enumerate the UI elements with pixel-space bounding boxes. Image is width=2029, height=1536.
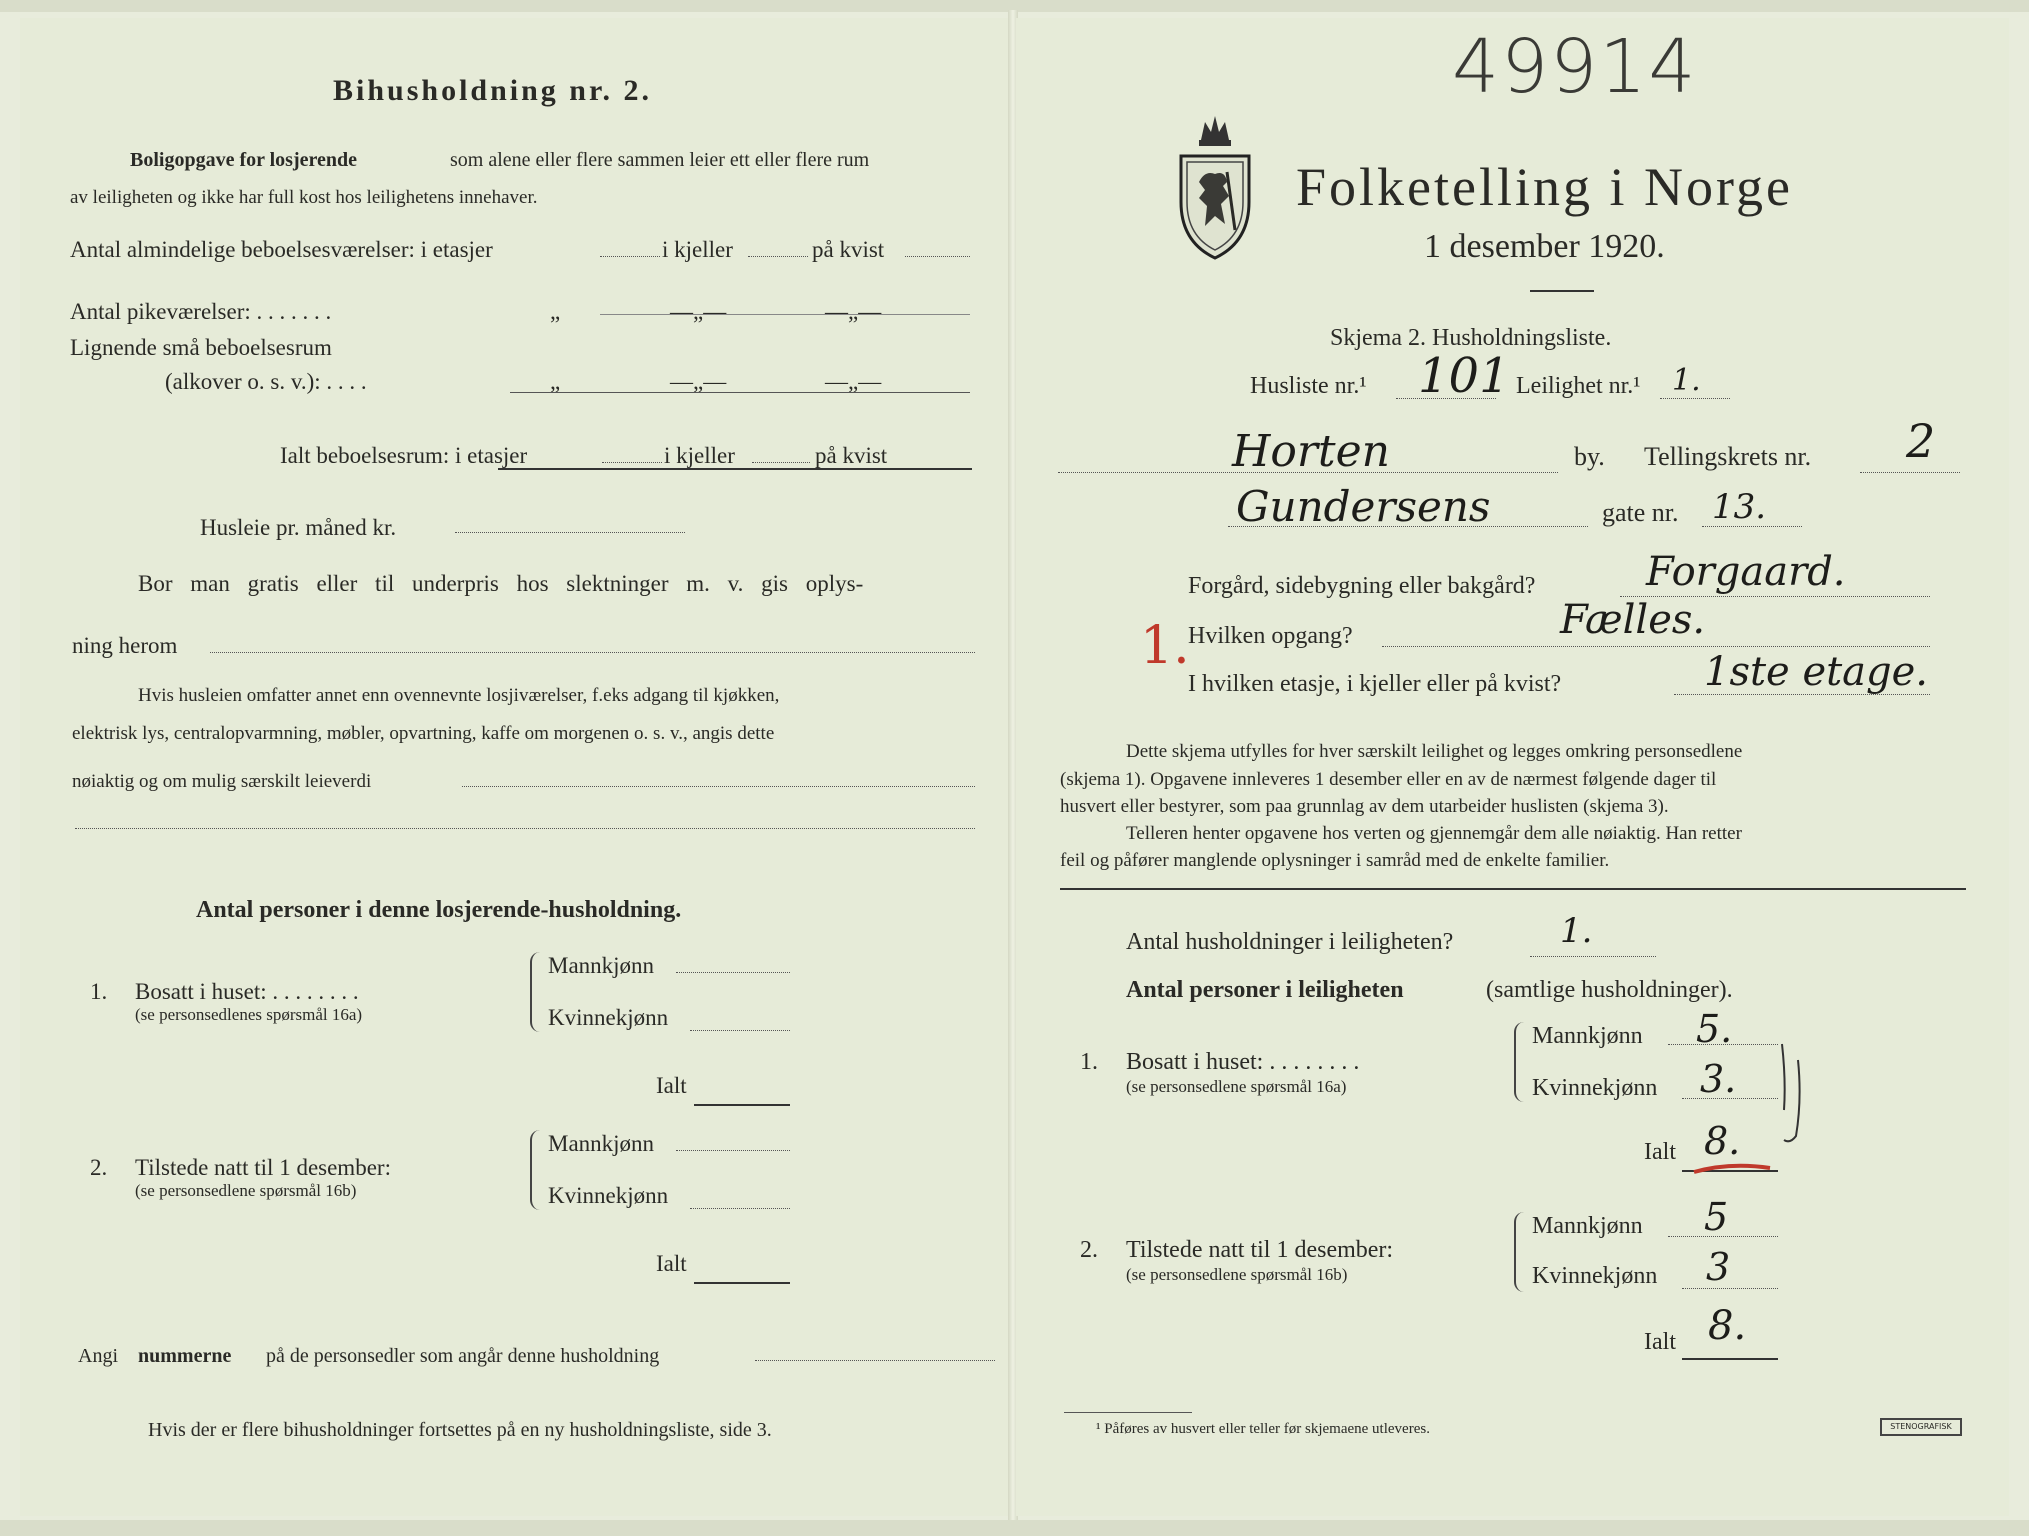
info-line-2: (skjema 1). Opgavene innleveres 1 desember eller en av de nærmest følgende dager til bbox=[1060, 769, 1717, 790]
forgard-label: Forgård, sidebygning eller bakgård? bbox=[1188, 573, 1536, 599]
leieverdi-field bbox=[462, 786, 975, 787]
hush-value: 1. bbox=[1560, 911, 1593, 951]
right-q1-kvinne-field bbox=[1682, 1098, 1778, 1099]
left-q1-num: 1. bbox=[90, 979, 108, 1004]
krets-value: 2 bbox=[1906, 414, 1936, 468]
margin-red-mark: 1. bbox=[1140, 616, 1190, 676]
hush-label: Antal husholdninger i leiligheten? bbox=[1126, 929, 1454, 955]
left-q1-sub: (se personsedlenes spørsmål 16a) bbox=[135, 1005, 363, 1024]
by-field bbox=[1058, 472, 1558, 473]
footnote-rule bbox=[1064, 1412, 1192, 1413]
left-q2-label: Tilstede natt til 1 desember: bbox=[135, 1155, 391, 1180]
intro-text-1: som alene eller flere sammen leier ett eller flere rum bbox=[450, 149, 870, 171]
left-q1-mann: Mannkjønn bbox=[548, 953, 655, 978]
ialt-kjeller-label: i kjeller bbox=[664, 443, 735, 468]
scan-border-bottom bbox=[0, 1520, 2029, 1536]
right-q2-mann-label: Mannkjønn bbox=[1532, 1213, 1643, 1239]
right-q2-ialt-value: 8. bbox=[1708, 1303, 1747, 1349]
right-q2-ialt-label: Ialt bbox=[1644, 1329, 1676, 1355]
left-q2-num: 2. bbox=[90, 1155, 108, 1180]
right-q2-mann-value: 5 bbox=[1704, 1195, 1729, 1239]
left-q1-kvinne: Kvinnekjønn bbox=[548, 1005, 669, 1030]
left-q1-ialt: Ialt bbox=[656, 1073, 687, 1098]
hvis-text-1: Hvis husleien omfatter annet enn ovennevnte losjiværelser, f.eks adgang til kjøkken, bbox=[138, 685, 780, 706]
opgang-field bbox=[1382, 646, 1930, 647]
left-q2-kvinne: Kvinnekjønn bbox=[548, 1183, 669, 1208]
angi-b: nummerne bbox=[138, 1345, 232, 1367]
left-footer: Hvis der er flere bihusholdninger fortsettes på en ny husholdningsliste, side 3. bbox=[148, 1419, 772, 1441]
right-q2-mann-field bbox=[1668, 1236, 1778, 1237]
info-line-3: husvert eller bestyrer, som paa grunnlag av dem utarbeider huslisten (skjema 3). bbox=[1060, 796, 1669, 817]
right-q2-num: 2. bbox=[1080, 1237, 1098, 1263]
title-divider bbox=[1530, 290, 1594, 292]
leilighet-label: Leilighet nr.¹ bbox=[1516, 373, 1641, 399]
right-q1-ialt-label: Ialt bbox=[1644, 1139, 1676, 1165]
right-q2-label: Tilstede natt til 1 desember: bbox=[1126, 1237, 1394, 1263]
left-q2-ialt-rule bbox=[694, 1282, 790, 1284]
right-q2-kvinne-label: Kvinnekjønn bbox=[1532, 1263, 1658, 1289]
left-q2-sub: (se personsedlene spørsmål 16b) bbox=[135, 1181, 357, 1200]
norway-coat-of-arms-icon bbox=[1175, 112, 1255, 262]
right-q1-label: Bosatt i huset: . . . . . . . . bbox=[1126, 1049, 1360, 1075]
rooms-kvist-field bbox=[905, 256, 970, 257]
left-q2-kvinne-field bbox=[690, 1208, 790, 1209]
by-value: Horten bbox=[1232, 426, 1390, 477]
opgang-label: Hvilken opgang? bbox=[1188, 623, 1353, 649]
gate-value: Gundersens bbox=[1236, 482, 1491, 531]
angi-c: på de personsedler som angår denne husholdning bbox=[266, 1345, 660, 1367]
husleie-field bbox=[455, 532, 685, 533]
alkover-label: (alkover o. s. v.): . . . . bbox=[165, 369, 367, 394]
ialt-kjeller-field bbox=[752, 462, 810, 463]
right-q1-sub: (se personsedlene spørsmål 16a) bbox=[1126, 1077, 1347, 1096]
husliste-value: 101 bbox=[1418, 348, 1510, 404]
alkover-line bbox=[510, 392, 970, 393]
hvis-text-2: elektrisk lys, centralopvarmning, møbler, opvartning, kaffe om morgenen o. s. v., angis dette bbox=[72, 723, 775, 744]
right-q1-brace bbox=[1514, 1022, 1526, 1102]
right-q2-ialt-rule bbox=[1682, 1358, 1778, 1360]
left-q2-ialt: Ialt bbox=[656, 1251, 687, 1276]
info-line-1: Dette skjema utfylles for hver særskilt leilighet og legges omkring personsedlene bbox=[1126, 741, 1743, 762]
pikevaerelser-label: Antal pikeværelser: . . . . . . . bbox=[70, 299, 332, 324]
right-q1-kvinne-value: 3. bbox=[1700, 1057, 1737, 1101]
left-heading: Bihusholdning nr. 2. bbox=[333, 74, 653, 107]
angi-field bbox=[755, 1360, 995, 1361]
right-q2-kvinne-field bbox=[1682, 1288, 1778, 1289]
hush-field bbox=[1530, 956, 1656, 957]
ditto-5: —„— bbox=[670, 369, 727, 394]
main-title: Folketelling i Norge bbox=[1296, 157, 1793, 217]
gratis-field bbox=[210, 652, 975, 653]
right-q1-mann-value: 5. bbox=[1696, 1007, 1733, 1051]
gate-label: gate nr. bbox=[1602, 498, 1679, 527]
info-line-5: feil og påfører manglende oplysninger i samråd med de enkelte familier. bbox=[1060, 850, 1610, 871]
by-label: by. bbox=[1574, 442, 1605, 471]
intro-text-2: av leiligheten og ikke har full kost hos leilighetens innehaver. bbox=[70, 187, 538, 208]
ialt-rum-rule bbox=[498, 468, 972, 470]
etasje-field bbox=[1674, 694, 1930, 695]
ialt-etasjer-field bbox=[602, 462, 662, 463]
leilighet-value: 1. bbox=[1672, 363, 1701, 398]
info-line-4: Telleren henter opgavene hos verten og gjennemgår dem alle nøiaktig. Han retter bbox=[1126, 823, 1742, 844]
archive-number: 49914 bbox=[1452, 24, 1698, 110]
gratis-text-1: Bor man gratis eller til underpris hos slektninger m. v. gis oplys- bbox=[138, 571, 864, 596]
left-q1-ialt-rule bbox=[694, 1104, 790, 1106]
left-persons-heading: Antal personer i denne losjerende-husholdning. bbox=[196, 897, 682, 923]
left-q2-brace bbox=[530, 1130, 542, 1210]
rooms-kjeller-field bbox=[748, 256, 808, 257]
gate-field bbox=[1228, 526, 1588, 527]
hvis-text-3: nøiaktig og om mulig særskilt leieverdi bbox=[72, 771, 372, 792]
printer-stamp: STENOGRAFISK bbox=[1880, 1418, 1962, 1436]
forgard-value: Forgaard. bbox=[1646, 549, 1846, 595]
info-rule bbox=[1060, 888, 1966, 890]
rooms-row-label: Antal almindelige beboelsesværelser: i etasjer bbox=[70, 237, 493, 262]
right-q1-mann-label: Mannkjønn bbox=[1532, 1023, 1643, 1049]
ditto-4: „ bbox=[550, 369, 561, 394]
right-q2-kvinne-value: 3 bbox=[1706, 1245, 1731, 1289]
skjema-label: Skjema 2. Husholdningsliste. bbox=[1330, 325, 1612, 351]
tally-bracket-icon bbox=[1776, 1040, 1806, 1150]
pers-heading-bold: Antal personer i leiligheten bbox=[1126, 977, 1404, 1003]
right-q1-num: 1. bbox=[1080, 1049, 1098, 1075]
gratis-text-2: ning herom bbox=[72, 633, 178, 658]
ditto-2: —„— bbox=[670, 299, 727, 324]
left-q2-mann: Mannkjønn bbox=[548, 1131, 655, 1156]
rooms-kvist-label: på kvist bbox=[812, 237, 885, 262]
census-date: 1 desember 1920. bbox=[1424, 228, 1665, 265]
husliste-field bbox=[1396, 398, 1496, 399]
left-q1-brace bbox=[530, 952, 542, 1032]
rooms-etasjer-field bbox=[600, 256, 660, 257]
angi-a: Angi bbox=[78, 1345, 118, 1367]
krets-field bbox=[1860, 472, 1960, 473]
smaa-rum-label: Lignende små beboelsesrum bbox=[70, 335, 332, 360]
footnote: ¹ Påføres av husvert eller teller før skjemaene utleveres. bbox=[1096, 1421, 1430, 1437]
etasje-value: 1ste etage. bbox=[1704, 649, 1929, 695]
opgang-value: Fælles. bbox=[1560, 597, 1706, 643]
pike-line bbox=[600, 314, 970, 315]
pers-heading-rest: (samtlige husholdninger). bbox=[1486, 977, 1733, 1003]
gate-nr-field bbox=[1702, 526, 1802, 527]
ditto-3: —„— bbox=[825, 299, 882, 324]
ditto-6: —„— bbox=[825, 369, 882, 394]
husliste-label: Husliste nr.¹ bbox=[1250, 373, 1367, 399]
leilighet-field bbox=[1660, 398, 1730, 399]
ditto-1: „ bbox=[550, 299, 561, 324]
etasje-label: I hvilken etasje, i kjeller eller på kvist? bbox=[1188, 671, 1562, 697]
ialt-rum-label: Ialt beboelsesrum: i etasjer bbox=[280, 443, 528, 468]
left-q2-mann-field bbox=[676, 1150, 790, 1151]
right-q1-mann-field bbox=[1668, 1044, 1778, 1045]
left-q1-mann-field bbox=[676, 972, 790, 973]
left-q1-kvinne-field bbox=[690, 1030, 790, 1031]
intro-bold: Boligopgave for losjerende bbox=[130, 149, 358, 171]
right-q2-brace bbox=[1514, 1212, 1526, 1292]
right-q2-sub: (se personsedlene spørsmål 16b) bbox=[1126, 1265, 1348, 1284]
left-q1-label: Bosatt i huset: . . . . . . . . bbox=[135, 979, 359, 1004]
right-q1-kvinne-label: Kvinnekjønn bbox=[1532, 1075, 1658, 1101]
husleie-label: Husleie pr. måned kr. bbox=[200, 515, 397, 540]
right-q1-ialt-value: 8. bbox=[1704, 1119, 1741, 1163]
krets-label: Tellingskrets nr. bbox=[1644, 442, 1812, 471]
rooms-kjeller-label: i kjeller bbox=[662, 237, 733, 262]
red-check-stroke-icon bbox=[1690, 1154, 1774, 1180]
ialt-kvist-label: på kvist bbox=[815, 443, 888, 468]
gate-nr-value: 13. bbox=[1712, 487, 1767, 527]
leieverdi-line-2 bbox=[75, 828, 975, 829]
